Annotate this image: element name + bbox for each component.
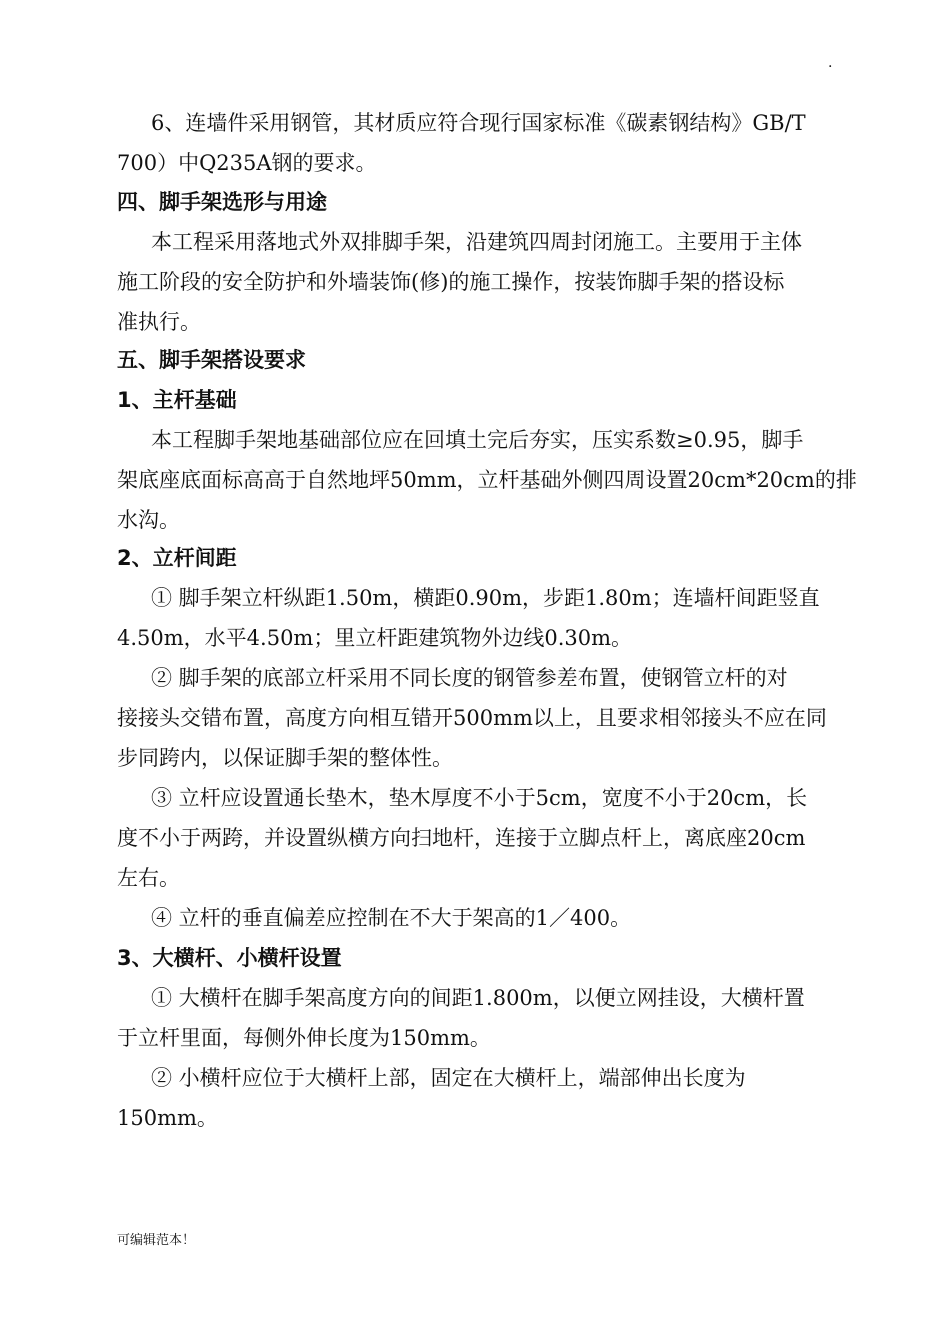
paragraph <box>117 978 837 1058</box>
section-heading <box>117 380 837 420</box>
paragraph <box>117 658 837 778</box>
text-line: 于立杆里面，每侧外伸长度为150mm。 <box>117 1026 491 1050</box>
text-line: 3、大横杆、小横杆设置 <box>117 946 342 970</box>
paragraph <box>117 898 837 938</box>
paragraph <box>117 578 837 658</box>
text-line: 本工程脚手架地基础部位应在回填土完后夯实，压实系数≥0.95，脚手 <box>151 428 804 452</box>
text-line: 2、立杆间距 <box>117 546 237 570</box>
paragraph <box>117 103 837 183</box>
text-line: 步同跨内，以保证脚手架的整体性。 <box>117 746 453 770</box>
text-line: 水沟。 <box>117 508 180 532</box>
text-line: ② 脚手架的底部立杆采用不同长度的钢管参差布置，使钢管立杆的对 <box>151 666 788 690</box>
text-line: ① 大横杆在脚手架高度方向的间距1.800m，以便立网挂设，大横杆置 <box>151 986 805 1010</box>
text-line: 四、脚手架选形与用途 <box>117 190 327 214</box>
section-heading <box>117 938 837 978</box>
section-heading <box>117 538 837 578</box>
text-line: ③ 立杆应设置通长垫木，垫木厚度不小于5cm，宽度不小于20cm，长 <box>151 786 808 810</box>
text-line: 准执行。 <box>117 310 201 334</box>
text-line: 700）中Q235A钢的要求。 <box>117 151 377 175</box>
text-line: 架底座底面标高高于自然地坪50mm，立杆基础外侧四周设置20cm*20cm的排 <box>117 468 857 492</box>
text-line: ① 脚手架立杆纵距1.50m，横距0.90m，步距1.80m；连墙杆间距竖直 <box>151 586 820 610</box>
text-line: 度不小于两跨，并设置纵横方向扫地杆，连接于立脚点杆上，离底座20cm <box>117 826 806 850</box>
paragraph <box>117 778 837 898</box>
section-heading <box>117 182 837 222</box>
text-line: 4.50m，水平4.50m；里立杆距建筑物外边线0.30m。 <box>117 626 633 650</box>
footer-note: 可编辑范本！ <box>117 1233 196 1248</box>
text-line: 五、脚手架搭设要求 <box>117 348 306 372</box>
text-line: 接接头交错布置，高度方向相互错开500mm以上，且要求相邻接头不应在同 <box>117 706 827 730</box>
text-line: 150mm。 <box>117 1106 218 1130</box>
text-line: 施工阶段的安全防护和外墙装饰(修)的施工操作，按装饰脚手架的搭设标 <box>117 270 785 294</box>
paragraph <box>117 1058 837 1138</box>
text-line: 本工程采用落地式外双排脚手架，沿建筑四周封闭施工。主要用于主体 <box>151 230 802 254</box>
text-line: 6、连墙件采用钢管，其材质应符合现行国家标准《碳素钢结构》GB/T <box>151 111 806 135</box>
paragraph <box>117 222 837 342</box>
section-heading <box>117 340 837 380</box>
text-line: ② 小横杆应位于大横杆上部，固定在大横杆上，端部伸出长度为 <box>151 1066 746 1090</box>
corner-mark: . <box>828 55 833 71</box>
paragraph <box>117 420 857 540</box>
text-line: 左右。 <box>117 866 180 890</box>
text-line: 1、主杆基础 <box>117 388 237 412</box>
text-line: ④ 立杆的垂直偏差应控制在不大于架高的1／400。 <box>151 906 632 930</box>
